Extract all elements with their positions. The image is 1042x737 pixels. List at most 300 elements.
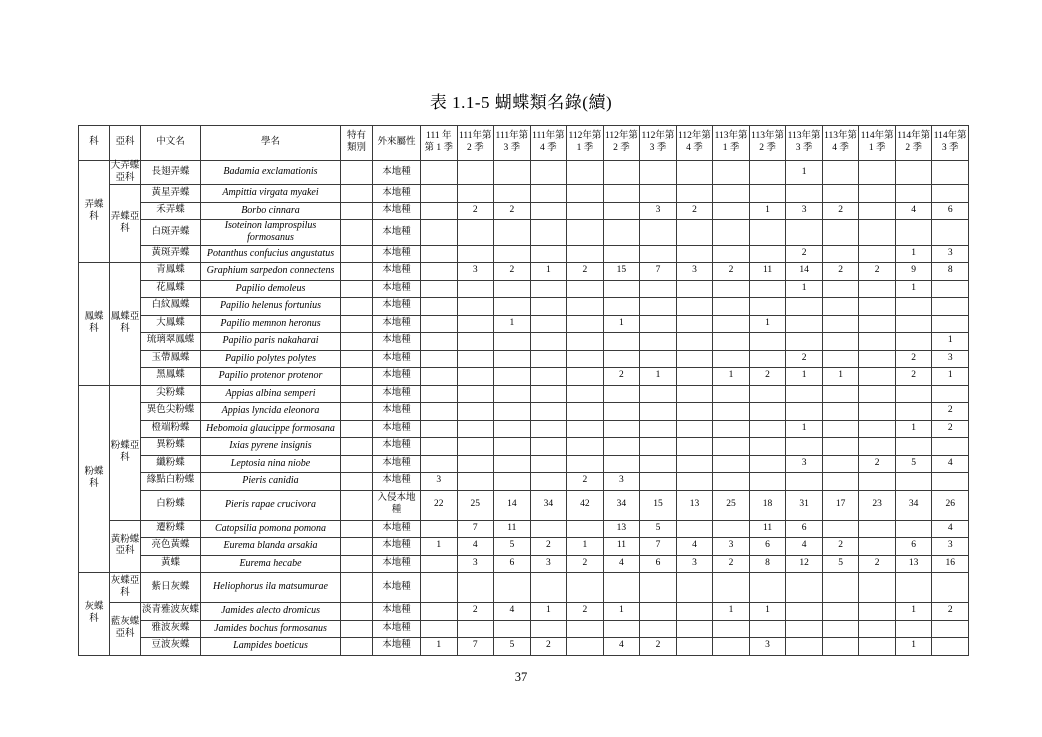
quarter-count-cell-7 [640,161,677,185]
quarter-count-cell-11 [786,298,823,316]
family-cell: 灰蝶 科 [79,573,110,656]
quarter-count-cell-12 [822,298,859,316]
quarter-count-cell-11 [786,638,823,656]
quarter-count-cell-14 [895,520,932,538]
exotic-attribute-cell: 本地種 [373,333,421,351]
column-header-quarter-10: 113年第 2 季 [749,126,786,161]
endemic-category-cell [341,403,373,421]
exotic-attribute-cell: 本地種 [373,315,421,333]
table-row [79,350,969,368]
quarter-count-cell-6 [603,455,640,473]
quarter-count-cell-9 [713,638,750,656]
quarter-count-cell-10 [749,620,786,638]
quarter-count-cell-14: 5 [895,455,932,473]
page-number: 37 [514,670,528,684]
quarter-count-cell-1 [421,455,458,473]
exotic-attribute-cell: 本地種 [373,368,421,386]
quarter-count-cell-12 [822,333,859,351]
scientific-name-cell: Badamia exclamationis [201,161,341,185]
quarter-count-cell-9 [713,161,750,185]
quarter-count-cell-13 [859,315,896,333]
subfamily-cell: 鳳蝶亞 科 [110,263,141,386]
quarter-count-cell-8 [676,161,713,185]
table-row [79,420,969,438]
quarter-count-cell-10 [749,245,786,263]
exotic-attribute-cell: 本地種 [373,263,421,281]
endemic-category-cell [341,520,373,538]
exotic-attribute-cell: 本地種 [373,161,421,185]
family-cell: 粉蝶 科 [79,385,110,573]
quarter-count-cell-12 [822,455,859,473]
quarter-count-cell-2: 7 [457,638,494,656]
quarter-count-cell-13 [859,403,896,421]
column-header-exotic-attribute: 外來屬性 [373,126,421,161]
quarter-count-cell-6: 1 [603,315,640,333]
quarter-count-cell-1 [421,298,458,316]
column-header-quarter-15: 114年第 3 季 [932,126,969,161]
quarter-count-cell-9 [713,350,750,368]
quarter-count-cell-7 [640,185,677,203]
quarter-count-cell-14 [895,298,932,316]
quarter-count-cell-8 [676,473,713,491]
quarter-count-cell-9 [713,202,750,220]
quarter-count-cell-4: 2 [530,638,567,656]
quarter-count-cell-3 [494,573,531,603]
quarter-count-cell-7 [640,403,677,421]
exotic-attribute-cell: 本地種 [373,573,421,603]
quarter-count-cell-7 [640,280,677,298]
quarter-count-cell-9: 1 [713,603,750,621]
quarter-count-cell-10: 1 [749,202,786,220]
quarter-count-cell-14 [895,473,932,491]
quarter-count-cell-1 [421,385,458,403]
endemic-category-cell [341,438,373,456]
quarter-count-cell-5 [567,202,604,220]
quarter-count-cell-6 [603,403,640,421]
quarter-count-cell-13: 23 [859,490,896,520]
scientific-name-cell: Pieris rapae crucivora [201,490,341,520]
quarter-count-cell-7 [640,455,677,473]
quarter-count-cell-11: 3 [786,455,823,473]
quarter-count-cell-2 [457,368,494,386]
quarter-count-cell-4 [530,368,567,386]
quarter-count-cell-1 [421,315,458,333]
quarter-count-cell-15: 2 [932,420,969,438]
quarter-count-cell-4 [530,245,567,263]
quarter-count-cell-12 [822,385,859,403]
quarter-count-cell-4 [530,280,567,298]
quarter-count-cell-9 [713,620,750,638]
endemic-category-cell [341,490,373,520]
quarter-count-cell-14 [895,403,932,421]
quarter-count-cell-1 [421,555,458,573]
quarter-count-cell-11: 1 [786,368,823,386]
column-header-chinese-name: 中文名 [141,126,201,161]
quarter-count-cell-10: 11 [749,263,786,281]
table-row [79,245,969,263]
exotic-attribute-cell: 本地種 [373,403,421,421]
quarter-count-cell-6 [603,620,640,638]
scientific-name-cell: Leptosia nina niobe [201,455,341,473]
quarter-count-cell-10 [749,473,786,491]
quarter-count-cell-5 [567,385,604,403]
quarter-count-cell-11: 6 [786,520,823,538]
quarter-count-cell-5 [567,350,604,368]
quarter-count-cell-10: 8 [749,555,786,573]
exotic-attribute-cell: 本地種 [373,220,421,245]
quarter-count-cell-4 [530,333,567,351]
quarter-count-cell-9 [713,385,750,403]
table-body [79,161,969,656]
quarter-count-cell-11: 31 [786,490,823,520]
quarter-count-cell-5: 1 [567,538,604,556]
quarter-count-cell-11 [786,403,823,421]
table-row [79,263,969,281]
quarter-count-cell-7 [640,333,677,351]
quarter-count-cell-2 [457,333,494,351]
endemic-category-cell [341,473,373,491]
quarter-count-cell-7 [640,620,677,638]
quarter-count-cell-15: 1 [932,368,969,386]
scientific-name-cell: Potanthus confucius angustatus [201,245,341,263]
quarter-count-cell-3: 2 [494,202,531,220]
quarter-count-cell-9 [713,298,750,316]
table-row [79,333,969,351]
quarter-count-cell-8 [676,220,713,245]
quarter-count-cell-7: 3 [640,202,677,220]
quarter-count-cell-13 [859,202,896,220]
endemic-category-cell [341,368,373,386]
quarter-count-cell-5 [567,438,604,456]
endemic-category-cell [341,385,373,403]
exotic-attribute-cell: 本地種 [373,473,421,491]
quarter-count-cell-14 [895,315,932,333]
quarter-count-cell-14 [895,161,932,185]
quarter-count-cell-8 [676,280,713,298]
quarter-count-cell-7 [640,385,677,403]
chinese-name-cell: 禾弄蝶 [141,202,201,220]
quarter-count-cell-15 [932,280,969,298]
quarter-count-cell-10: 1 [749,603,786,621]
quarter-count-cell-15 [932,638,969,656]
quarter-count-cell-11 [786,620,823,638]
quarter-count-cell-5 [567,455,604,473]
quarter-count-cell-11: 2 [786,245,823,263]
exotic-attribute-cell: 本地種 [373,298,421,316]
quarter-count-cell-9 [713,245,750,263]
quarter-count-cell-9: 25 [713,490,750,520]
quarter-count-cell-12: 2 [822,538,859,556]
quarter-count-cell-3 [494,438,531,456]
table-row [79,555,969,573]
quarter-count-cell-9 [713,573,750,603]
quarter-count-cell-9 [713,473,750,491]
endemic-category-cell [341,638,373,656]
quarter-count-cell-14: 1 [895,638,932,656]
quarter-count-cell-13 [859,280,896,298]
table-row [79,280,969,298]
column-header-quarter-14: 114年第 2 季 [895,126,932,161]
quarter-count-cell-15: 2 [932,603,969,621]
quarter-count-cell-10: 2 [749,368,786,386]
quarter-count-cell-12 [822,403,859,421]
quarter-count-cell-5 [567,333,604,351]
scientific-name-cell: Papilio polytes polytes [201,350,341,368]
quarter-count-cell-1 [421,403,458,421]
chinese-name-cell: 長翅弄蝶 [141,161,201,185]
quarter-count-cell-13: 2 [859,455,896,473]
quarter-count-cell-6 [603,420,640,438]
column-header-quarter-11: 113年第 3 季 [786,126,823,161]
scientific-name-cell: Eurema hecabe [201,555,341,573]
quarter-count-cell-14: 2 [895,350,932,368]
endemic-category-cell [341,185,373,203]
quarter-count-cell-2 [457,620,494,638]
quarter-count-cell-15: 6 [932,202,969,220]
chinese-name-cell: 青鳳蝶 [141,263,201,281]
chinese-name-cell: 黃蝶 [141,555,201,573]
subfamily-cell: 灰蝶亞 科 [110,573,141,603]
quarter-count-cell-10 [749,573,786,603]
quarter-count-cell-4: 2 [530,538,567,556]
quarter-count-cell-2 [457,455,494,473]
quarter-count-cell-2 [457,573,494,603]
scientific-name-cell: Papilio protenor protenor [201,368,341,386]
quarter-count-cell-15 [932,298,969,316]
endemic-category-cell [341,333,373,351]
quarter-count-cell-4 [530,403,567,421]
endemic-category-cell [341,350,373,368]
quarter-count-cell-9 [713,333,750,351]
quarter-count-cell-8 [676,573,713,603]
endemic-category-cell [341,538,373,556]
quarter-count-cell-8 [676,315,713,333]
table-row [79,490,969,520]
table-row [79,202,969,220]
quarter-count-cell-15: 26 [932,490,969,520]
quarter-count-cell-9 [713,315,750,333]
chinese-name-cell: 亮色黃蝶 [141,538,201,556]
quarter-count-cell-12 [822,185,859,203]
quarter-count-cell-8 [676,638,713,656]
quarter-count-cell-7: 15 [640,490,677,520]
quarter-count-cell-14 [895,620,932,638]
quarter-count-cell-15 [932,620,969,638]
table-row [79,368,969,386]
exotic-attribute-cell: 本地種 [373,520,421,538]
quarter-count-cell-3: 5 [494,538,531,556]
scientific-name-cell: Ixias pyrene insignis [201,438,341,456]
quarter-count-cell-3 [494,620,531,638]
quarter-count-cell-11 [786,438,823,456]
quarter-count-cell-2: 2 [457,202,494,220]
quarter-count-cell-13 [859,420,896,438]
quarter-count-cell-7: 7 [640,538,677,556]
quarter-count-cell-8 [676,403,713,421]
column-header-quarter-4: 111年第 4 季 [530,126,567,161]
quarter-count-cell-5 [567,161,604,185]
quarter-count-cell-1 [421,420,458,438]
quarter-count-cell-14 [895,573,932,603]
quarter-count-cell-6 [603,298,640,316]
quarter-count-cell-13 [859,520,896,538]
quarter-count-cell-3: 6 [494,555,531,573]
quarter-count-cell-5 [567,573,604,603]
quarter-count-cell-6 [603,202,640,220]
quarter-count-cell-6: 4 [603,555,640,573]
exotic-attribute-cell: 本地種 [373,555,421,573]
column-header-quarter-8: 112年第 4 季 [676,126,713,161]
exotic-attribute-cell: 本地種 [373,350,421,368]
column-header-quarter-6: 112年第 2 季 [603,126,640,161]
quarter-count-cell-3 [494,161,531,185]
quarter-count-cell-5 [567,638,604,656]
quarter-count-cell-2 [457,385,494,403]
quarter-count-cell-15: 1 [932,333,969,351]
quarter-count-cell-15: 4 [932,455,969,473]
quarter-count-cell-9: 1 [713,368,750,386]
quarter-count-cell-9: 3 [713,538,750,556]
quarter-count-cell-4 [530,220,567,245]
quarter-count-cell-5: 2 [567,263,604,281]
quarter-count-cell-9 [713,280,750,298]
scientific-name-cell: Lampides boeticus [201,638,341,656]
quarter-count-cell-11 [786,185,823,203]
quarter-count-cell-15 [932,573,969,603]
quarter-count-cell-2 [457,161,494,185]
exotic-attribute-cell: 本地種 [373,202,421,220]
column-header-subfamily: 亞科 [110,126,141,161]
quarter-count-cell-12 [822,620,859,638]
quarter-count-cell-14: 13 [895,555,932,573]
quarter-count-cell-12 [822,280,859,298]
quarter-count-cell-10: 1 [749,315,786,333]
quarter-count-cell-15: 8 [932,263,969,281]
chinese-name-cell: 異色尖粉蝶 [141,403,201,421]
quarter-count-cell-9 [713,403,750,421]
table-row [79,638,969,656]
exotic-attribute-cell: 本地種 [373,638,421,656]
quarter-count-cell-2: 4 [457,538,494,556]
quarter-count-cell-9 [713,520,750,538]
quarter-count-cell-1 [421,245,458,263]
quarter-count-cell-12 [822,603,859,621]
quarter-count-cell-5: 2 [567,473,604,491]
quarter-count-cell-11 [786,385,823,403]
table-row [79,438,969,456]
scientific-name-cell: Hebomoia glaucippe formosana [201,420,341,438]
table-header [79,126,969,161]
quarter-count-cell-7 [640,220,677,245]
endemic-category-cell [341,263,373,281]
quarter-count-cell-4 [530,161,567,185]
quarter-count-cell-1 [421,333,458,351]
quarter-count-cell-3 [494,403,531,421]
quarter-count-cell-13 [859,573,896,603]
quarter-count-cell-10 [749,161,786,185]
scientific-name-cell: Papilio demoleus [201,280,341,298]
quarter-count-cell-5 [567,620,604,638]
quarter-count-cell-12: 2 [822,202,859,220]
quarter-count-cell-13 [859,333,896,351]
quarter-count-cell-13 [859,185,896,203]
quarter-count-cell-12 [822,161,859,185]
butterfly-species-table-container [78,125,968,656]
endemic-category-cell [341,315,373,333]
chinese-name-cell: 雅波灰蝶 [141,620,201,638]
table-row [79,520,969,538]
exotic-attribute-cell: 本地種 [373,455,421,473]
quarter-count-cell-8 [676,520,713,538]
endemic-category-cell [341,555,373,573]
quarter-count-cell-9 [713,220,750,245]
quarter-count-cell-14: 1 [895,603,932,621]
quarter-count-cell-5: 42 [567,490,604,520]
quarter-count-cell-14 [895,333,932,351]
quarter-count-cell-8 [676,368,713,386]
quarter-count-cell-15 [932,473,969,491]
quarter-count-cell-5 [567,403,604,421]
quarter-count-cell-10 [749,403,786,421]
quarter-count-cell-9: 2 [713,555,750,573]
quarter-count-cell-13 [859,220,896,245]
table-row [79,620,969,638]
quarter-count-cell-1 [421,438,458,456]
quarter-count-cell-8 [676,333,713,351]
quarter-count-cell-10 [749,455,786,473]
quarter-count-cell-2 [457,220,494,245]
chinese-name-cell: 白斑弄蝶 [141,220,201,245]
column-header-family: 科 [79,126,110,161]
chinese-name-cell: 淡青雅波灰蝶 [141,603,201,621]
subfamily-cell: 弄蝶亞 科 [110,185,141,263]
quarter-count-cell-14 [895,438,932,456]
quarter-count-cell-4 [530,185,567,203]
scientific-name-cell: Papilio paris nakaharai [201,333,341,351]
quarter-count-cell-9: 2 [713,263,750,281]
quarter-count-cell-7 [640,420,677,438]
quarter-count-cell-7 [640,350,677,368]
quarter-count-cell-3 [494,350,531,368]
endemic-category-cell [341,573,373,603]
quarter-count-cell-13 [859,385,896,403]
quarter-count-cell-14: 6 [895,538,932,556]
quarter-count-cell-8: 3 [676,263,713,281]
quarter-count-cell-8 [676,350,713,368]
quarter-count-cell-3 [494,473,531,491]
quarter-count-cell-15: 4 [932,520,969,538]
quarter-count-cell-13: 2 [859,555,896,573]
quarter-count-cell-12 [822,420,859,438]
family-cell: 弄蝶 科 [79,161,110,263]
quarter-count-cell-2: 7 [457,520,494,538]
quarter-count-cell-4: 34 [530,490,567,520]
quarter-count-cell-3 [494,368,531,386]
chinese-name-cell: 異粉蝶 [141,438,201,456]
quarter-count-cell-13 [859,473,896,491]
scientific-name-cell: Appias lyncida eleonora [201,403,341,421]
quarter-count-cell-5 [567,315,604,333]
butterfly-species-table [78,125,969,656]
quarter-count-cell-4: 3 [530,555,567,573]
quarter-count-cell-4 [530,298,567,316]
quarter-count-cell-1 [421,573,458,603]
quarter-count-cell-4 [530,420,567,438]
chinese-name-cell: 黃星弄蝶 [141,185,201,203]
quarter-count-cell-4 [530,350,567,368]
endemic-category-cell [341,620,373,638]
quarter-count-cell-11 [786,573,823,603]
